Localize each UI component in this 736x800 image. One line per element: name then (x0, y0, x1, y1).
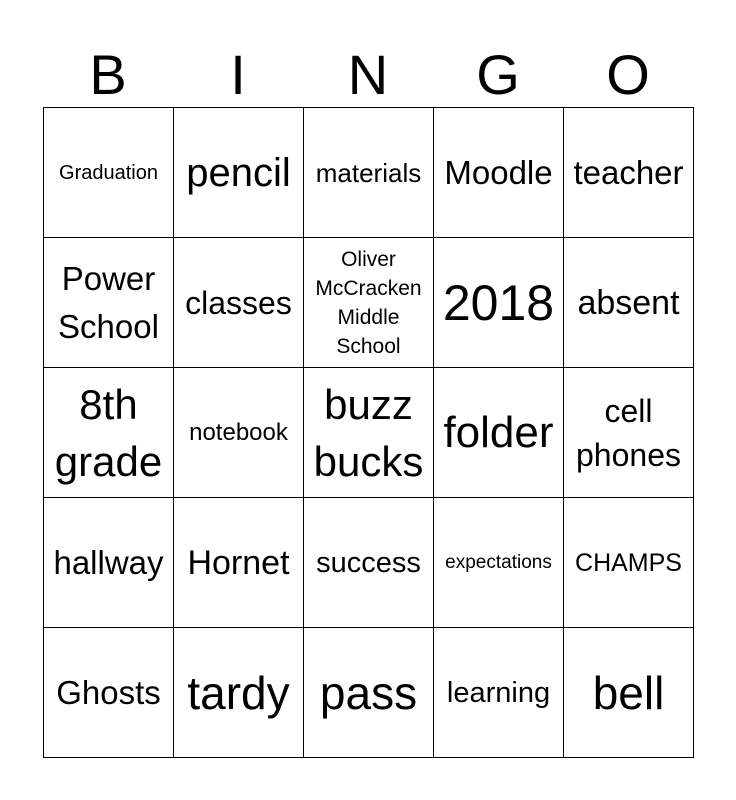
bingo-board (43, 107, 694, 758)
bingo-cell[interactable] (304, 108, 434, 238)
cell-text: Oliver McCracken Middle School (315, 247, 422, 358)
cell-text: Ghosts (56, 673, 161, 711)
cell-text: folder (443, 407, 554, 457)
bingo-cell[interactable] (174, 108, 304, 238)
bingo-cell[interactable] (174, 368, 304, 498)
cell-text: Moodle (444, 153, 553, 191)
cell-text: bell (592, 666, 665, 719)
cell-text: notebook (189, 418, 288, 446)
cell-text: hallway (53, 543, 164, 581)
cell-text: classes (185, 284, 292, 321)
cell-text: 8th grade (54, 380, 163, 485)
bingo-cell[interactable] (564, 108, 694, 238)
bingo-cell[interactable] (564, 368, 694, 498)
header-letter-o: O (606, 43, 650, 106)
bingo-cell[interactable] (564, 238, 694, 368)
bingo-cell[interactable] (304, 238, 434, 368)
cell-text: buzz bucks (313, 380, 424, 485)
bingo-cell[interactable] (304, 628, 434, 758)
cell-text: 2018 (442, 274, 555, 331)
cell-text: pencil (186, 150, 291, 195)
bingo-cell[interactable] (434, 238, 564, 368)
cell-text: tardy (187, 666, 290, 719)
header-letter-g: G (476, 43, 520, 106)
bingo-cell[interactable] (434, 498, 564, 628)
bingo-cell[interactable] (174, 628, 304, 758)
cell-text: success (316, 546, 421, 579)
bingo-cell[interactable] (44, 108, 174, 238)
cell-text: learning (446, 676, 551, 709)
cell-text: CHAMPS (575, 548, 682, 577)
bingo-cell[interactable] (44, 498, 174, 628)
bingo-cell[interactable] (434, 108, 564, 238)
bingo-cell[interactable] (44, 628, 174, 758)
bingo-cell[interactable] (564, 498, 694, 628)
cell-text: Power School (58, 259, 159, 345)
bingo-cell[interactable] (44, 238, 174, 368)
bingo-cell[interactable] (304, 368, 434, 498)
header-letter-b: B (89, 43, 127, 106)
cell-text: Hornet (187, 543, 290, 582)
bingo-cell[interactable] (44, 368, 174, 498)
header-letter-n: N (347, 43, 389, 106)
bingo-header (43, 44, 693, 106)
bingo-cell[interactable] (304, 498, 434, 628)
cell-text: Graduation (59, 161, 158, 184)
bingo-cell[interactable] (434, 628, 564, 758)
bingo-cell[interactable] (174, 498, 304, 628)
bingo-cell[interactable] (174, 238, 304, 368)
header-letter-i: I (230, 43, 246, 106)
cell-text: materials (315, 157, 422, 188)
cell-text: expectations (445, 551, 552, 573)
cell-text: cell phones (576, 392, 681, 473)
bingo-cell[interactable] (564, 628, 694, 758)
cell-text: absent (577, 283, 680, 322)
bingo-cell[interactable] (434, 368, 564, 498)
cell-text: teacher (573, 153, 684, 191)
cell-text: pass (319, 666, 418, 719)
